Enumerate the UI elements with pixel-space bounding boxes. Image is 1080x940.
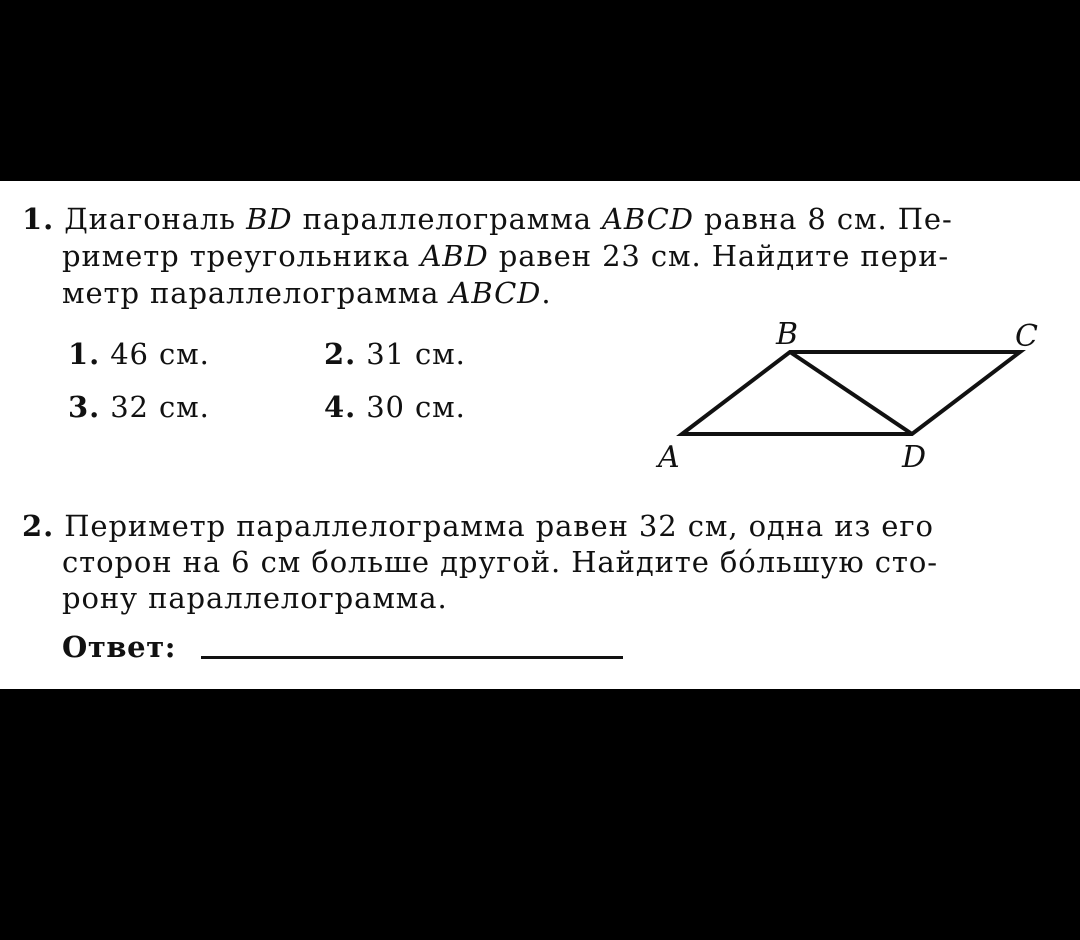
parallelogram-figure: [640, 313, 1060, 473]
option-number: 2.: [324, 337, 357, 371]
problem-2-text: рону параллелограмма.: [62, 581, 448, 615]
problem-1-number: 1.: [22, 202, 55, 236]
option-2: [324, 335, 466, 373]
option-4: [324, 388, 466, 426]
problem-1-line-2: [62, 237, 949, 275]
answer-field[interactable]: [201, 656, 623, 659]
problem-1-text: .: [541, 276, 552, 310]
option-number: 3.: [68, 390, 101, 424]
option-3: [68, 388, 210, 426]
problem-1-line-3: [62, 274, 551, 312]
option-text: 31 см.: [356, 337, 466, 371]
worksheet: [0, 181, 1080, 689]
option-1: [68, 335, 210, 373]
option-number: 1.: [68, 337, 101, 371]
answer-label: Ответ:: [62, 630, 177, 664]
option-text: 30 см.: [356, 390, 466, 424]
problem-1-text: ABD: [420, 239, 489, 273]
problem-2-number: 2.: [22, 509, 55, 543]
problem-1-text: Диагональ: [64, 202, 247, 236]
problem-2-line-2: [62, 543, 938, 581]
vertex-label-c: C: [1015, 319, 1038, 354]
problem-1-text: BD: [246, 202, 293, 236]
problem-1-text: риметр треугольника: [62, 239, 421, 273]
problem-1-text: ABCD: [602, 202, 694, 236]
problem-1-text: метр параллелограмма: [62, 276, 450, 310]
problem-2-text: сторон на 6 см больше другой. Найдите бóльшую сто-: [62, 545, 938, 579]
option-text: 46 см.: [100, 337, 210, 371]
option-text: 32 см.: [100, 390, 210, 424]
problem-1-text: ABCD: [449, 276, 542, 310]
vertex-label-d: D: [902, 440, 927, 473]
problem-1-line-1: [22, 200, 953, 238]
problem-1-text: равен 23 см. Найдите пери-: [488, 239, 950, 273]
option-number: 4.: [324, 390, 357, 424]
problem-1-text: равна 8 см. Пе-: [693, 202, 953, 236]
problem-2-line-3: [62, 579, 448, 617]
vertex-label-b: B: [776, 317, 799, 352]
vertex-label-a: A: [658, 440, 680, 473]
problem-2-line-1: [22, 507, 934, 545]
diagonal-bd: [790, 352, 912, 434]
problem-1-text: параллелограмма: [292, 202, 603, 236]
problem-2-text: Периметр параллелограмма равен 32 см, одна из его: [64, 509, 934, 543]
